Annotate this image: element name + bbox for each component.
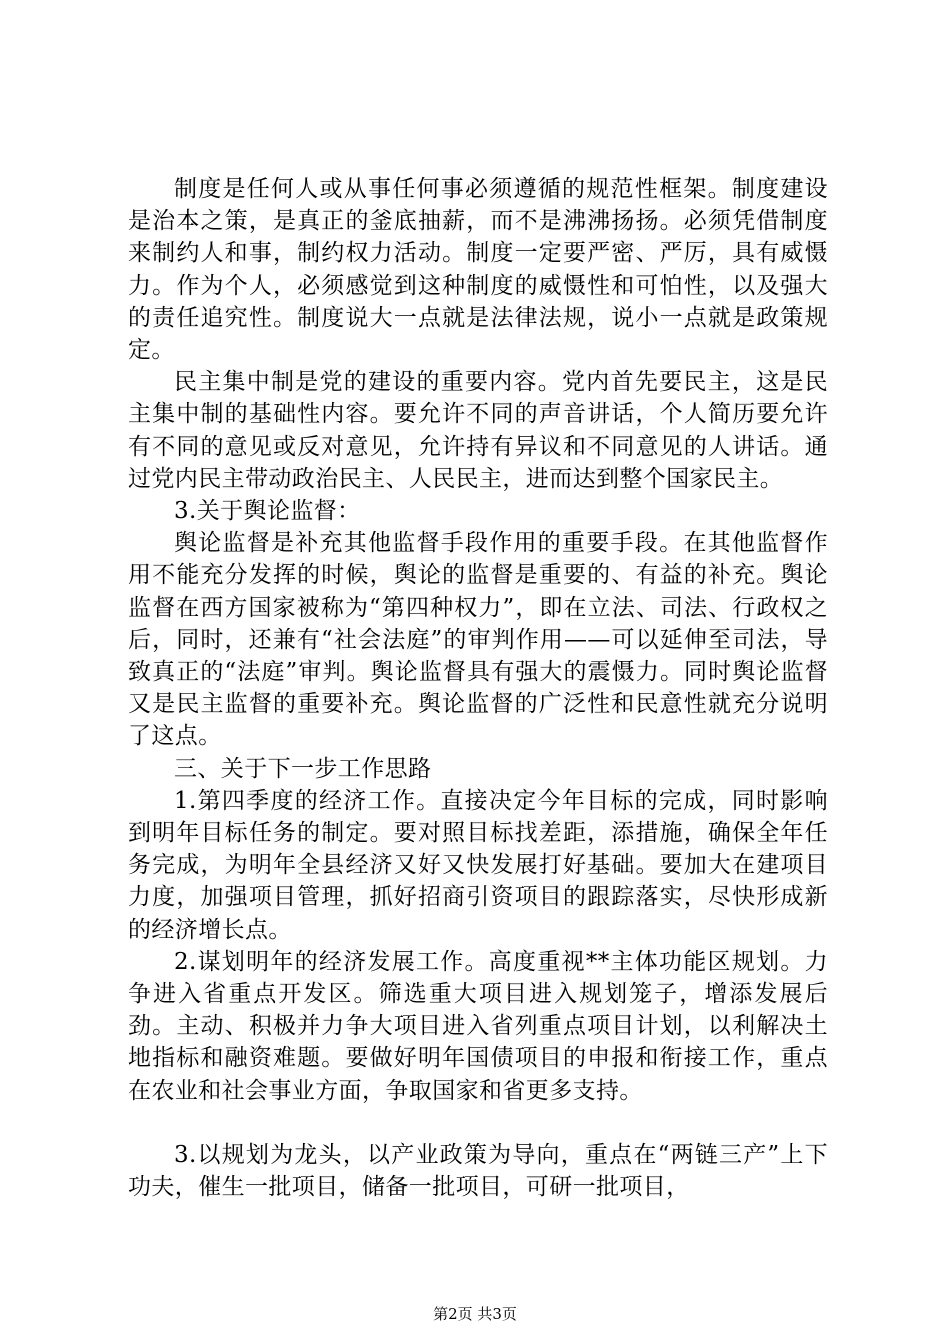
page-footer: 第2页 共3页 xyxy=(433,1305,517,1323)
section-heading-next-steps: 三、关于下一步工作思路 xyxy=(174,755,432,782)
heading-public-opinion: 3.关于舆论监督： xyxy=(174,498,361,525)
paragraph-public-opinion: 舆论监督是补充其他监督手段作用的重要手段。在其他监督作用不能充分发挥的时候，舆论的监督是重要的、有益的补充。舆论监督在西方国家被称为“第四种权力”，即在立法、司法、行政权之后，同时，还兼有“社会法庭”的审判作用——可以延伸至司法，导致真正的“法庭”审判。舆论监督具有强大的震慑力。同时舆论监督又是民主监督的重要补充。舆论监督的广泛性和民意性就充分说明了这点。 xyxy=(128,530,828,750)
paragraph-institution: 制度是任何人或从事任何事必须遵循的规范性框架。制度建设是治本之策，是真正的釜底抽薪，而不是沸沸扬扬。必须凭借制度来制约人和事，制约权力活动。制度一定要严密、严厉，具有威慑力。作为个人，必须感觉到这种制度的威慑性和可怕性，以及强大的责任追究性。制度说大一点就是法律法规，说小一点就是政策规定。 xyxy=(128,176,828,364)
paragraph-gap xyxy=(128,1107,828,1139)
document-body xyxy=(128,173,828,1203)
paragraph-democratic-centralism: 民主集中制是党的建设的重要内容。党内首先要民主，这是民主集中制的基础性内容。要允许不同的声音讲话，个人简历要允许有不同的意见或反对意见，允许持有异议和不同意见的人讲话。通过党内民主带动政治民主、人民民主，进而达到整个国家民主。 xyxy=(128,369,828,492)
paragraph-next-year-plan: 2.谋划明年的经济发展工作。高度重视**主体功能区规划。力争进入省重点开发区。筛选重大项目进入规划笼子，增添发展后劲。主动、积极并力争大项目进入省列重点项目计划，以利解决土地指标和融资难题。要做好明年国债项目的申报和衔接工作，重点在农业和社会事业方面，争取国家和省更多支持。 xyxy=(128,948,828,1104)
paragraph-q4-economy: 1.第四季度的经济工作。直接决定今年目标的完成，同时影响到明年目标任务的制定。要对照目标找差距，添措施，确保全年任务完成，为明年全县经济又好又快发展打好基础。要加大在建项目力度，加强项目管理，抓好招商引资项目的跟踪落实，尽快形成新的经济增长点。 xyxy=(128,787,828,943)
paragraph-planning: 3.以规划为龙头，以产业政策为导向，重点在“两链三产”上下功夫，催生一批项目，储备一批项目，可研一批项目， xyxy=(128,1141,828,1201)
